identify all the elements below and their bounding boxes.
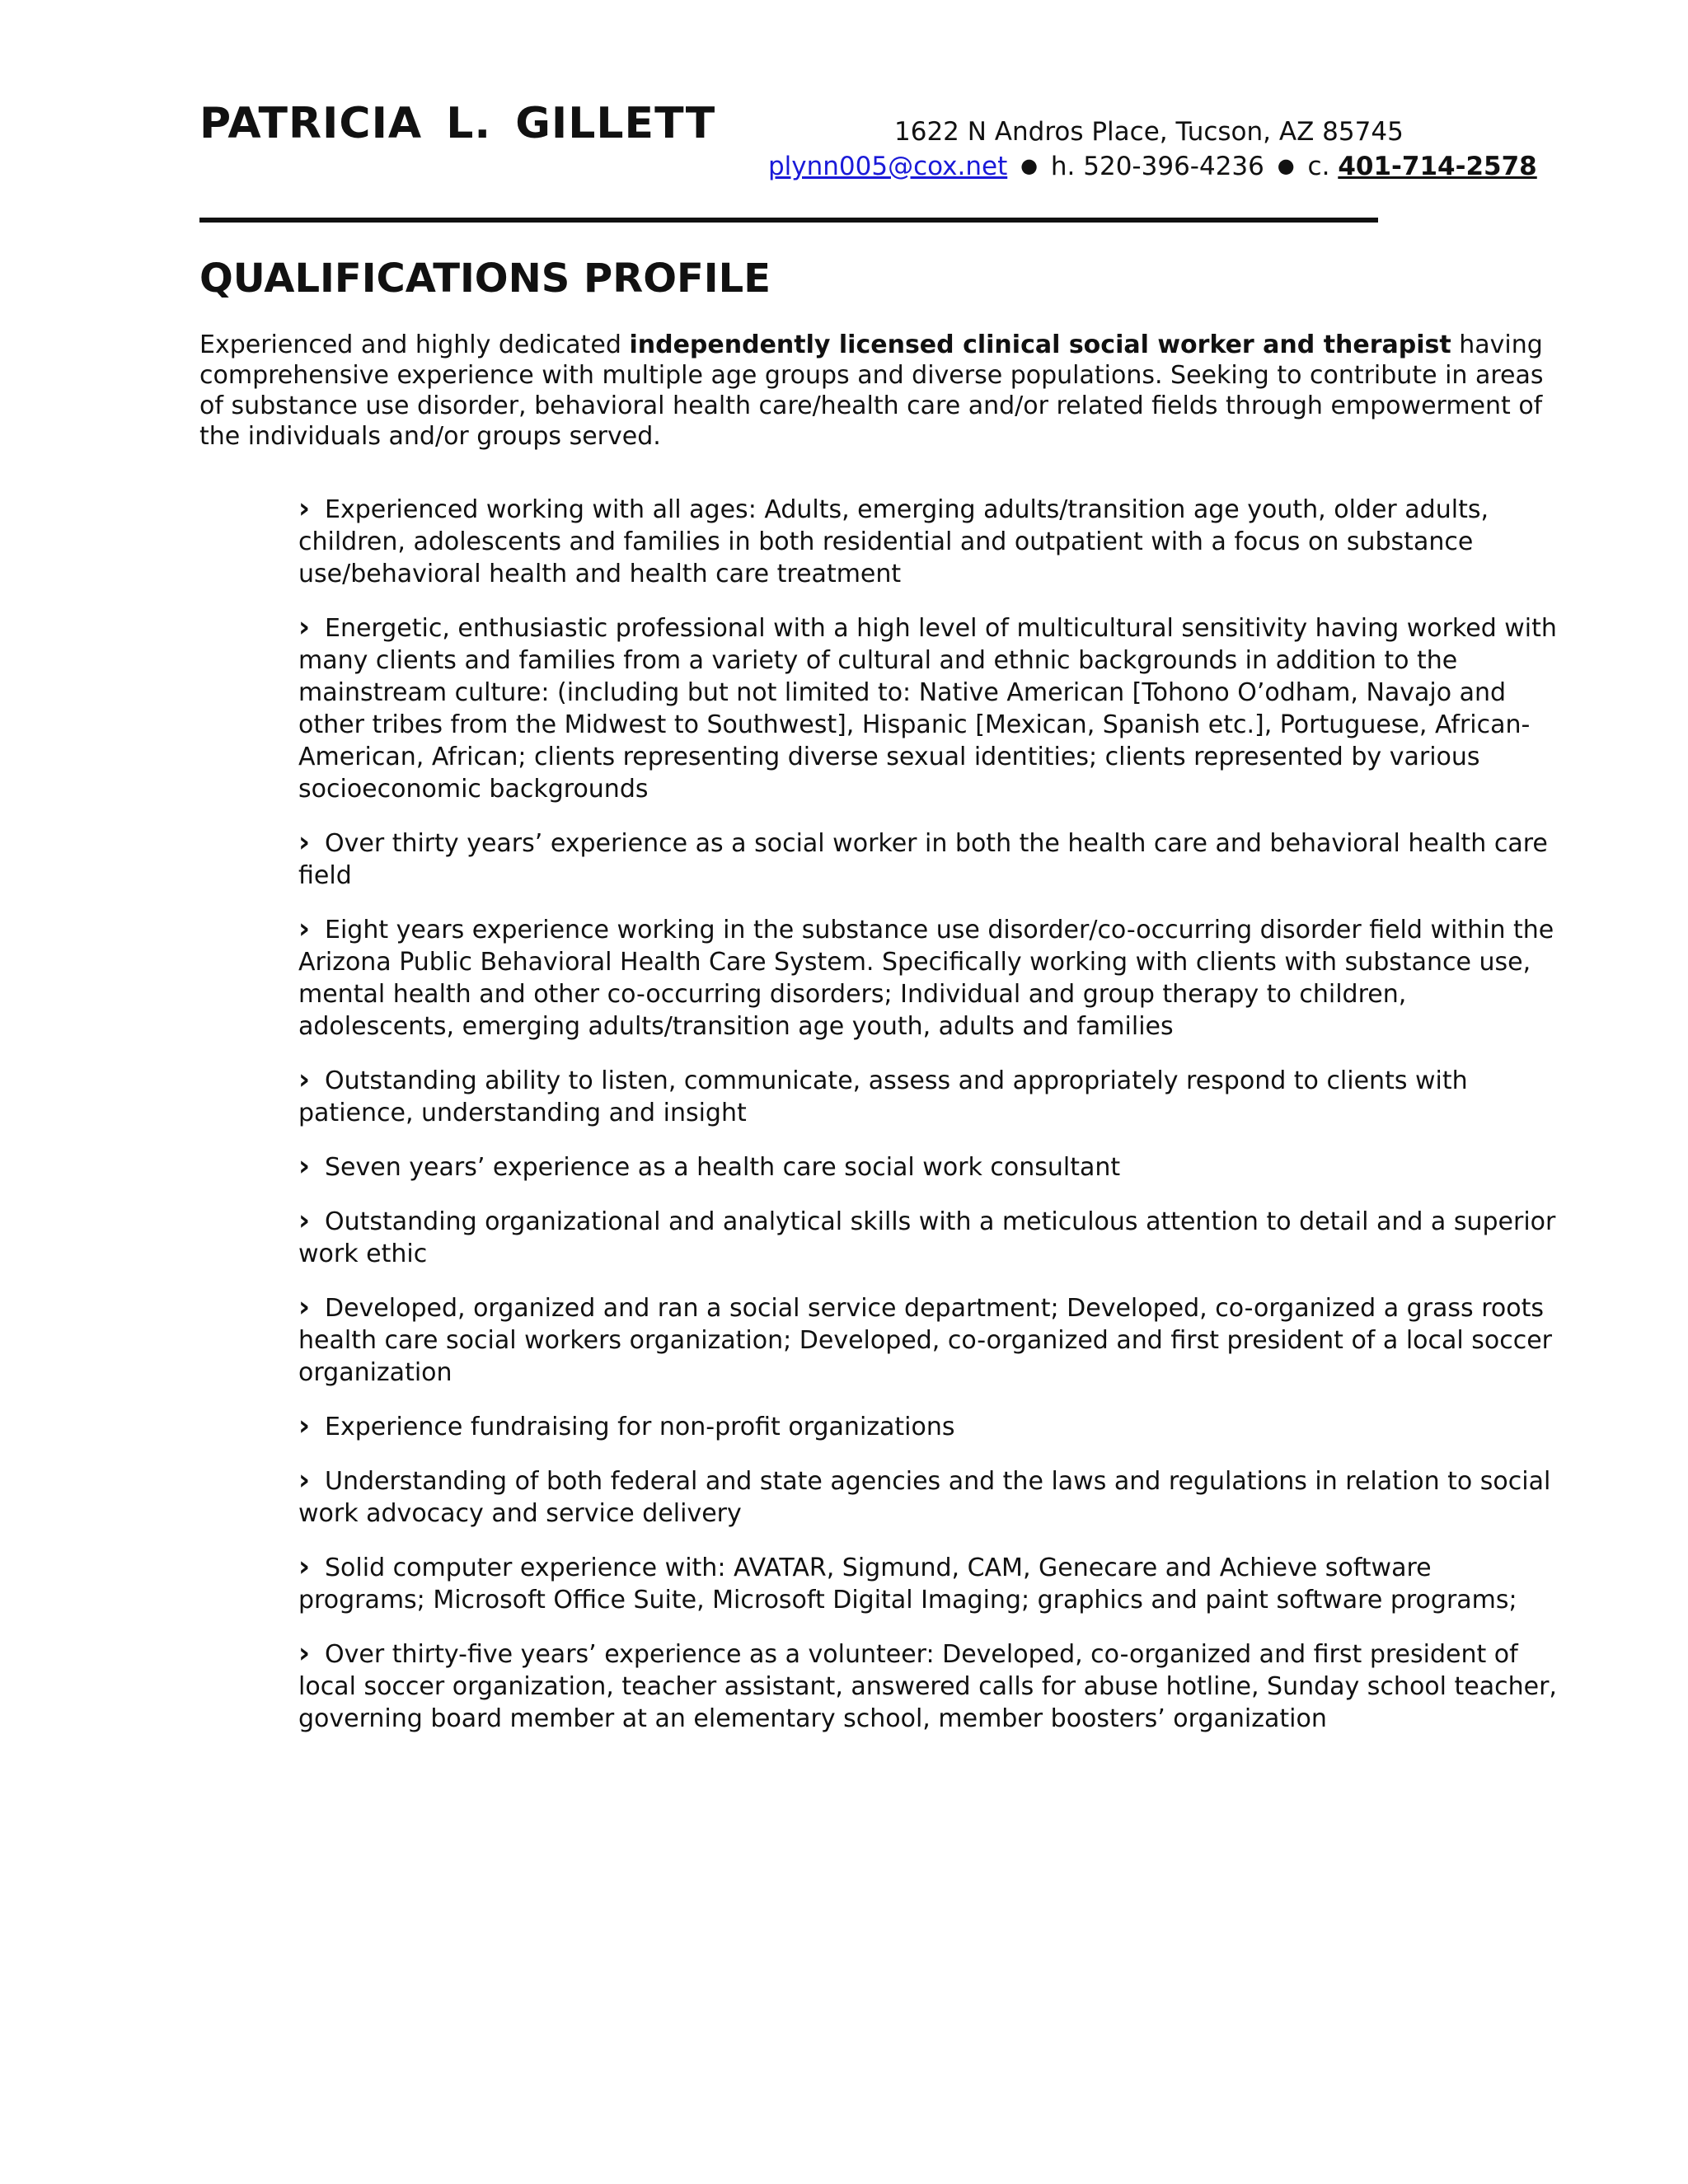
list-item (298, 1410, 1559, 1443)
list-item-text: Over thirty-five years’ experience as a volunteer: Developed, co-organized and first president of local soccer organization, teacher assistant, answered calls for abuse hotline, Sunday school teacher, governing board member at an elementary school, member boosters’ organization (298, 1640, 1557, 1733)
section-title: QUALIFICATIONS PROFILE (199, 255, 771, 302)
cell-prefix: c. (1307, 152, 1330, 181)
list-item-text: Outstanding organizational and analytical skills with a meticulous attention to detail and a superior work ethic (298, 1207, 1556, 1268)
chevron-right-icon: › (298, 1464, 311, 1497)
chevron-right-icon: › (298, 1409, 311, 1442)
chevron-right-icon: › (298, 1291, 311, 1324)
list-item (298, 1064, 1559, 1129)
list-item-text: Developed, organized and ran a social service department; Developed, co-organized a grass roots health care social workers organization; Developed, co-organized and first president of a local soccer organization (298, 1294, 1553, 1387)
chevron-right-icon: › (298, 912, 311, 945)
list-item (298, 1551, 1559, 1616)
contact-line (768, 152, 1537, 181)
chevron-right-icon: › (298, 1150, 311, 1183)
chevron-right-icon: › (298, 611, 311, 644)
list-item (298, 1151, 1559, 1183)
list-item (298, 1205, 1559, 1270)
profile-highlight: independently licensed clinical social worker and therapist (629, 330, 1451, 359)
email-link[interactable]: plynn005@cox.net (768, 152, 1008, 181)
cell-phone: 401-714-2578 (1338, 152, 1537, 181)
list-item-text: Eight years experience working in the substance use disorder/co-occurring disorder field within the Arizona Public Behavioral Health Care System. Specifically working with clients with substance use, mental health and other co-occurring disorders; Individual and group therapy to children, adolescents, emerging adults/transition age youth, adults and families (298, 916, 1554, 1041)
list-item-text: Outstanding ability to listen, communicate, assess and appropriately respond to clients with patience, understanding and insight (298, 1066, 1468, 1127)
list-item-text: Energetic, enthusiastic professional with a high level of multicultural sensitivity having worked with many clients and families from a variety of cultural and ethnic backgrounds in addition to the mainstream culture: (including but not limited to: Native American [Tohono O’odham, Navajo and other tribes from the Midwest to Southwest], Hispanic [Mexican, Spanish etc.], Portuguese, African-American, African; clients representing diverse sexual identities; clients represented by various socioeconomic backgrounds (298, 614, 1557, 804)
list-item-text: Seven years’ experience as a health care social work consultant (325, 1153, 1121, 1182)
qualifications-list (298, 493, 1559, 1756)
chevron-right-icon: › (298, 1063, 311, 1096)
list-item-text: Solid computer experience with: AVATAR, Sigmund, CAM, Genecare and Achieve software programs; Microsoft Office Suite, Microsoft Digital Imaging; graphics and paint software programs; (298, 1554, 1517, 1615)
profile-intro: Experienced and highly dedicated (199, 330, 621, 359)
list-item (298, 493, 1559, 590)
home-phone: h. 520-396-4236 (1050, 152, 1264, 181)
bullet-separator: ● (1020, 154, 1039, 177)
list-item-text: Experience fundraising for non-profit organizations (325, 1413, 955, 1441)
chevron-right-icon: › (298, 1204, 311, 1237)
profile-rest: having comprehensive experience with multiple age groups and diverse populations. Seeking to contribute in areas of substance use disorder, behavioral health care/health care and/or related fields through empowerment of the individuals and/or groups served. (199, 330, 1544, 451)
list-item (298, 1291, 1559, 1389)
list-item (298, 612, 1559, 805)
list-item-text: Over thirty years’ experience as a social worker in both the health care and behavioral health care field (298, 829, 1548, 890)
list-item (298, 1638, 1559, 1735)
chevron-right-icon: › (298, 1637, 311, 1670)
bullet-separator: ● (1277, 154, 1295, 177)
list-item (298, 913, 1559, 1043)
profile-summary (199, 330, 1559, 452)
header-divider (199, 218, 1378, 223)
mailing-address: 1622 N Andros Place, Tucson, AZ 85745 (894, 117, 1404, 147)
chevron-right-icon: › (298, 826, 311, 859)
list-item-text: Understanding of both federal and state agencies and the laws and regulations in relation to social work advocacy and service delivery (298, 1467, 1551, 1528)
list-item (298, 827, 1559, 892)
applicant-name: PATRICIA L. GILLETT (199, 99, 716, 148)
list-item-text: Experienced working with all ages: Adults, emerging adults/transition age youth, older adults, children, adolescents and families in both residential and outpatient with a focus on substance use/behavioral health and health care treatment (298, 495, 1489, 588)
list-item (298, 1465, 1559, 1530)
chevron-right-icon: › (298, 492, 311, 525)
chevron-right-icon: › (298, 1550, 311, 1583)
